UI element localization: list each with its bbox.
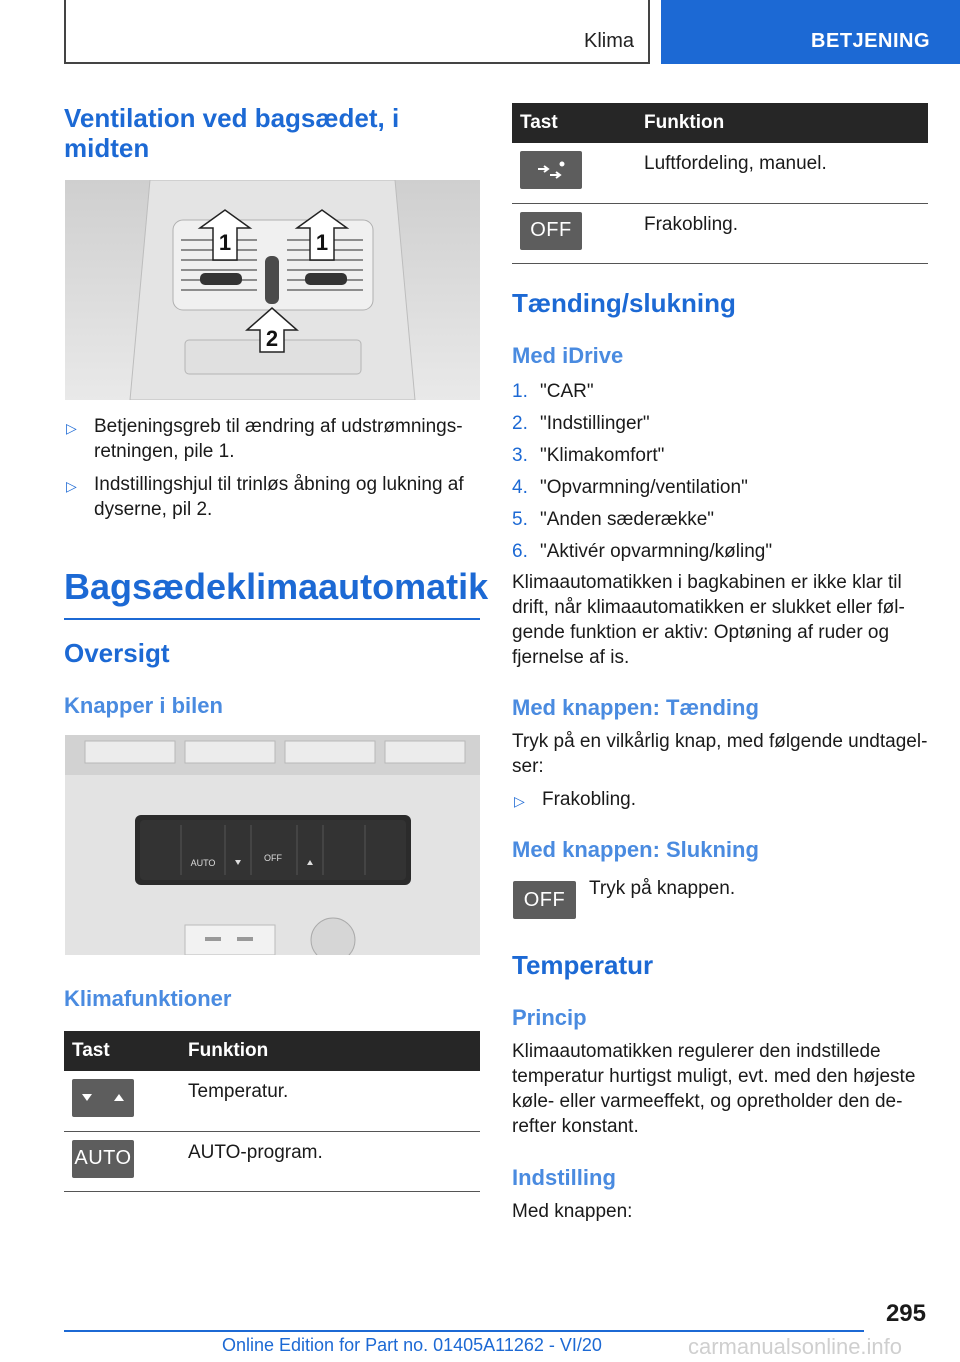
table-cell-function: Luftfordeling, manuel. <box>636 143 928 203</box>
list-item: 6. "Aktivér opvarmning/køling" <box>512 541 773 562</box>
list-item <box>64 472 480 522</box>
air-distribution-key-icon <box>520 151 582 189</box>
vent-label-arrow-2: 2 <box>265 326 279 351</box>
knapper-heading: Knapper i bilen <box>64 693 223 718</box>
princip-heading: Princip <box>512 1005 587 1030</box>
vent-label-arrow-1b: 1 <box>315 230 329 255</box>
on-button-heading: Med knappen: Tænding <box>512 695 759 720</box>
panel-auto-label: AUTO <box>190 858 216 868</box>
bullet-text: Frakobling. <box>542 789 636 810</box>
idrive-note: Klimaautomatikken i bagkabinen er ikke klar til drift, når klimaautomatikken er slukket eller føl-gende funktion er aktiv: Optøning af ruder og fjernelse af is. <box>512 572 905 668</box>
idrive-steps <box>512 376 928 568</box>
table-cell-function: Temperatur. <box>180 1071 480 1131</box>
bullet-text: Indstillingshjul til trinløs åbning og lukning af dyserne, pil 2. <box>94 474 464 520</box>
table-header-key: Tast <box>64 1031 180 1071</box>
control-panel-photo <box>65 735 480 955</box>
temperature-key-icon <box>72 1079 134 1117</box>
vent-heading: Ventilation ved bagsædet, i midten <box>64 103 400 163</box>
header-chapter-box <box>661 0 960 64</box>
list-item: 1. "CAR" <box>512 381 594 402</box>
list-item: 2. "Indstillinger" <box>512 413 650 434</box>
panel-off-label: OFF <box>264 853 282 863</box>
indstilling-text: Med knappen: <box>512 1201 633 1222</box>
list-item: 4. "Opvarmning/ventilation" <box>512 477 748 498</box>
list-item <box>512 787 928 812</box>
triangle-bullet-icon: ▷ <box>66 478 77 494</box>
auto-key-icon: AUTO <box>72 1140 134 1178</box>
table-header-function: Funktion <box>636 103 928 143</box>
bullet-text: Betjeningsgreb til ændring af udstrømnings-retningen, pile 1. <box>94 416 463 462</box>
list-item: 5. "Anden sæderække" <box>512 509 715 530</box>
header-chapter-label: BETJENING <box>811 30 930 52</box>
page-number: 295 <box>885 1300 926 1327</box>
off-key-icon: OFF <box>520 212 582 250</box>
footer-divider <box>64 1330 864 1332</box>
table-row <box>64 1131 480 1191</box>
vent-bullet-list <box>64 414 480 530</box>
triangle-bullet-icon: ▷ <box>514 793 525 809</box>
table-cell-function: AUTO-program. <box>180 1131 480 1191</box>
function-table-left <box>64 1031 480 1192</box>
triangle-bullet-icon: ▷ <box>66 420 77 436</box>
list-item: 3. "Klimakomfort" <box>512 445 665 466</box>
off-button-text: Tryk på knappen. <box>589 878 736 899</box>
vent-illustration <box>65 180 480 400</box>
table-header-function: Funktion <box>180 1031 480 1071</box>
header-section-label: Klima <box>583 30 634 52</box>
table-row <box>64 1071 480 1131</box>
indstilling-heading: Indstilling <box>512 1165 616 1190</box>
list-item <box>64 414 480 464</box>
taending-heading: Tænding/slukning <box>512 288 736 318</box>
idrive-heading: Med iDrive <box>512 343 624 368</box>
off-key-icon: OFF <box>513 881 576 919</box>
footer-edition: Online Edition for Part no. 01405A11262 - VI/20 <box>222 1335 602 1355</box>
vent-photo <box>65 180 480 400</box>
vent-label-arrow-1a: 1 <box>218 230 232 255</box>
on-button-text: Tryk på en vilkårlig knap, med følgende undtagel-ser: <box>512 731 928 777</box>
control-panel-illustration <box>65 735 480 955</box>
princip-text: Klimaautomatikken regulerer den indstillede temperatur hurtigst muligt, evt. med den højeste køle- eller varmeeffekt, og opretholder den de-refter konstant. <box>512 1041 916 1137</box>
table-row <box>512 203 928 263</box>
function-table-right <box>512 103 928 264</box>
klimafunktioner-heading: Klimafunktioner <box>64 986 232 1011</box>
table-row <box>512 143 928 203</box>
table-cell-function: Frakobling. <box>636 203 928 263</box>
table-header-key: Tast <box>512 103 636 143</box>
off-button-heading: Med knappen: Slukning <box>512 837 759 862</box>
header-section-box <box>64 0 650 64</box>
temperatur-heading: Temperatur <box>512 950 654 980</box>
watermark: carmanualsonline.info <box>688 1334 903 1359</box>
oversigt-heading: Oversigt <box>64 638 170 668</box>
main-heading: Bagsædeklimaautomatik <box>64 566 480 620</box>
